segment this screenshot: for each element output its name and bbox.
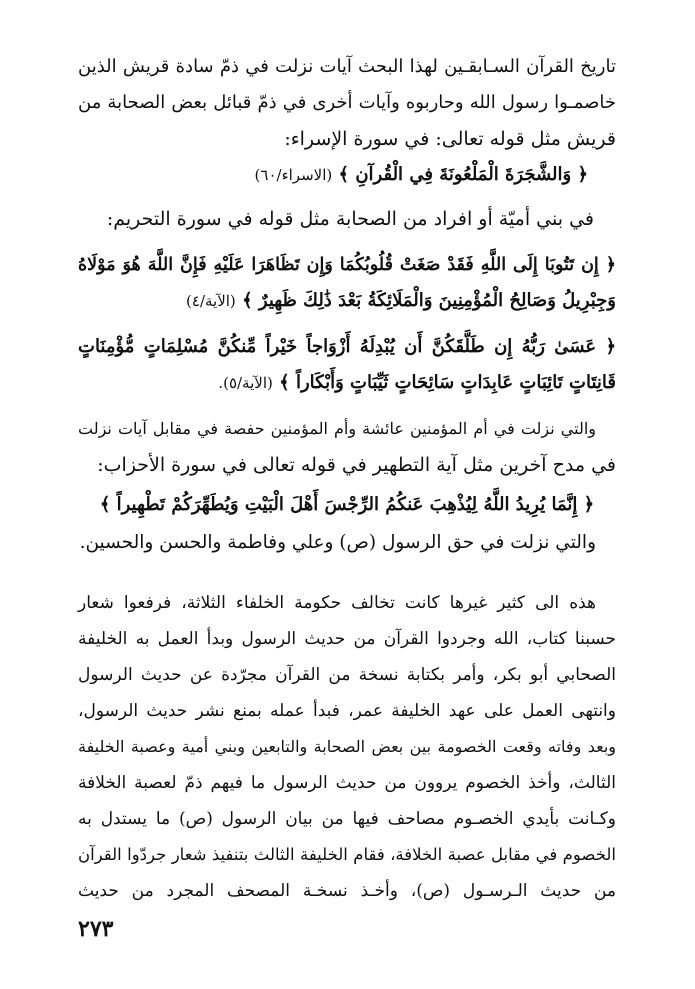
text-line: الخصوم في مقابل عصبة الخلافة، فقام الخليفة الثالث بتنفيذ شعار جردّوا القرآن	[78, 845, 616, 864]
quran-verse-line	[78, 286, 616, 316]
text-line: حسبنا كتاب، الله وجردوا القرآن من حديث الرسول وبدأ العمل به الخليفة	[78, 629, 616, 649]
text-line: وكـانت بأيدي الخصـوم مصاحف فيها من بيان الرسول (ص) ما يستدل به	[78, 809, 616, 829]
verse-reference: (الآية/٤)	[186, 292, 236, 310]
text-line: والتي نزلت في حق الرسول (ص) وعلي وفاطمة والحسن والحسين.	[79, 532, 596, 553]
text-line: في بني أميّة أو افراد من الصحابة مثل قوله في سورة التحريم:	[106, 208, 594, 230]
text-line: وانتهى العمل على عهد الخليفة عمر، فبدأ عمله بمنع نشر حديث الرسول،	[78, 701, 616, 721]
page-number: ٢٧٣	[78, 916, 114, 942]
text-line: الثالث، وأخذ الخصوم يروون من حديث الرسول ما فيهم ذمّ لعصبة الخلافة	[78, 773, 616, 793]
quran-verse: ﴿ إِنَّمَا يُرِيدُ اللَّهُ لِيُذْهِبَ عَنكُمُ الرِّجْسَ أَهْلَ الْبَيْتِ وَيُطَهِّرَكُمْ تَطْهِيراً ﴾	[99, 494, 595, 515]
quran-verse-line: ﴿ إِن تَتُوبَا إِلَى اللَّهِ فَقَدْ صَغَتْ قُلُوبُكُمَا وَإِن تَظَاهَرَا عَلَيْهِ فَإِنَّ اللَّهَ هُوَ مَوْلَاهُ	[78, 255, 616, 275]
verse-reference: (الاسراء/٦٠)	[254, 166, 333, 184]
quran-verse-line: ﴿ عَسَىٰ رَبُّهُ إِن طَلَّقَكُنَّ أَن يُبْدِلَهُ أَزْوَاجاً خَيْراً مِّنكُنَّ مُسْلِمَاتٍ مُّؤْمِنَاتٍ	[78, 336, 616, 357]
text-line: قريش مثل قوله تعالى: في سورة الإسراء:	[284, 128, 616, 150]
text-line: خاصمـوا رسول الله وحاربوه وآيات أخرى في ذمّ قبائل بعض الصحابة من	[78, 92, 616, 113]
text-line: في مدح آخرين مثل آية التطهير في قوله تعالى في سورة الأحزاب:	[97, 454, 616, 476]
quran-verse	[78, 160, 588, 190]
verse-text: قَانِتَاتٍ تَائِبَاتٍ عَابِدَاتٍ سَائِحَاتٍ ثَيِّبَاتٍ وَأَبْكَاراً ﴾	[279, 372, 616, 393]
quran-verse-line	[78, 368, 616, 398]
text-line: والتي نزلت في أم المؤمنين عائشة وأم المؤمنين حفصة في مقابل آيات نزلت	[78, 419, 596, 438]
verse-reference: (الآية/٥).	[218, 374, 273, 392]
verse-text: وَجِبْرِيلُ وَصَالِحُ الْمُؤْمِنِينَ وَالْمَلَائِكَةُ بَعْدَ ذَٰلِكَ ظَهِيرٌ ﴾	[242, 290, 616, 311]
text-line: تاريخ القرآن السـابقـين لهذا البحث آيات نزلت في ذمّ سادة قريش الذين	[78, 56, 616, 77]
text-line: وبعد وفاته وقعت الخصومة بين بعض الصحابة والتابعين وبني أمية وعصبة الخليفة	[78, 737, 617, 756]
text-line: هذه الى كثير غيرها كانت تخالف حكومة الخلفاء الثلاثة، فرفعوا شعار	[78, 593, 596, 613]
text-line: الصحابي أبو بكر، وأمر بكتابة نسخة من القرآن مجرّدة عن حديث الرسول	[78, 665, 616, 685]
verse-text: ﴿ وَالشَّجَرَةَ الْمَلْعُونَةَ فِي الْقُرآنِ ﴾	[338, 164, 588, 185]
text-line: من حديث الـرسـول (ص)، وأخـذ نسخـة المصحف المجرد من حديث	[78, 881, 616, 901]
